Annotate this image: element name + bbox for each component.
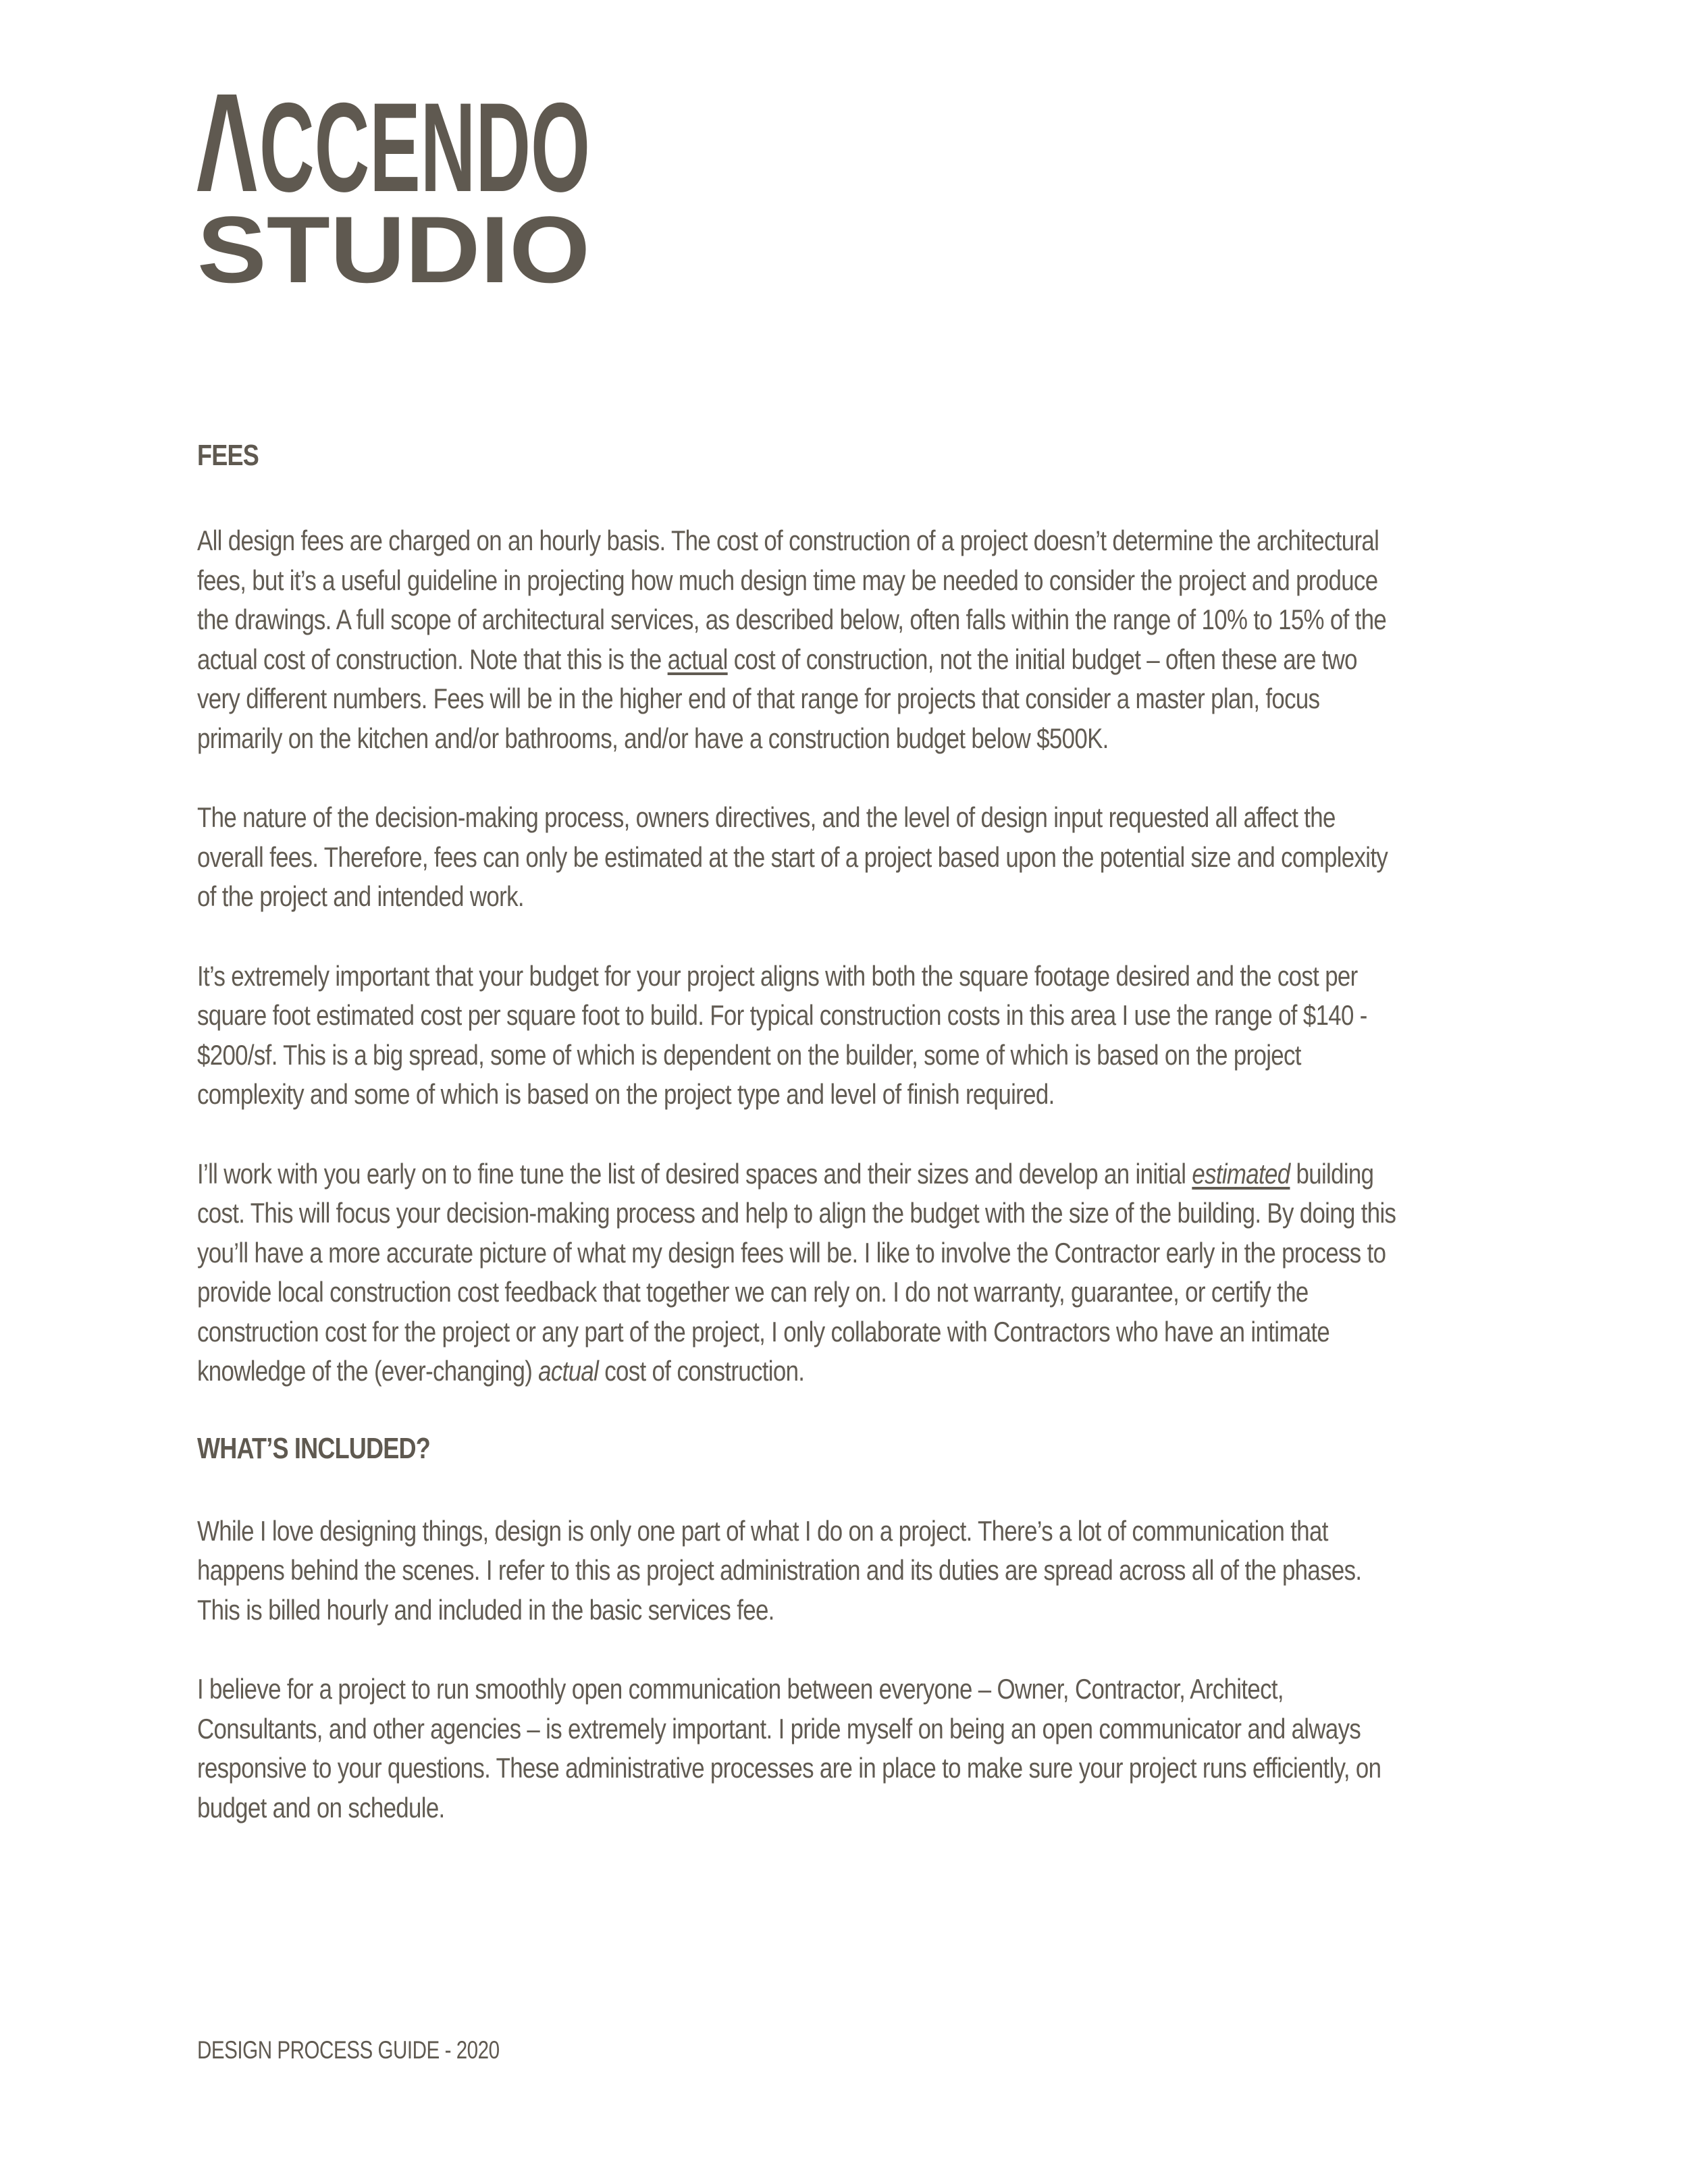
paragraph-line: This is billed hourly and included in the basic services fee.	[197, 1593, 774, 1626]
paragraph-line: the drawings. A full scope of architectural services, as described below, often falls within the range of 10% to 15% of the	[197, 604, 1387, 635]
fees-paragraph	[197, 798, 1500, 917]
paragraph-line: actual cost of construction. Note that this is the actual cost of construction, not the initial budget – often these are two	[197, 643, 1357, 675]
fees-paragraph	[197, 1154, 1500, 1391]
paragraph-line: $200/sf. This is a big spread, some of which is dependent on the builder, some of which is based on the project	[197, 1038, 1301, 1071]
paragraph-line: The nature of the decision-making process, owners directives, and the level of design input requested all affect the	[197, 801, 1336, 833]
paragraph-line: happens behind the scenes. I refer to this as project administration and its duties are spread across all of the phases.	[197, 1554, 1362, 1586]
fees-paragraph	[197, 521, 1500, 758]
fees-heading: FEES	[197, 439, 259, 472]
paragraph-line: you’ll have a more accurate picture of what my design fees will be. I like to involve the Contractor early in the process to	[197, 1236, 1386, 1269]
paragraph-line: All design fees are charged on an hourly basis. The cost of construction of a project doesn’t determine the architectural	[197, 525, 1379, 556]
page-footer: DESIGN PROCESS GUIDE - 2020	[197, 2036, 500, 2064]
included-paragraph	[197, 1670, 1500, 1828]
paragraph-line: responsive to your questions. These administrative processes are in place to make sure your project runs efficiently, on	[197, 1752, 1381, 1784]
paragraph-line: cost. This will focus your decision-making process and help to align the budget with the size of the building. By doing this	[197, 1197, 1396, 1229]
included-paragraph	[197, 1512, 1500, 1630]
logo-mark	[197, 76, 602, 302]
paragraph-line: overall fees. Therefore, fees can only be estimated at the start of a project based upon the potential size and complexity	[197, 841, 1388, 873]
paragraph-line: square foot estimated cost per square foot to build. For typical construction costs in this area I use the range of $140 -	[197, 999, 1367, 1031]
emphasized-word: actual	[667, 643, 728, 675]
paragraph-line: budget and on schedule.	[197, 1791, 445, 1823]
accendo-studio-logo	[197, 76, 602, 302]
document-body	[197, 439, 1500, 1828]
paragraph-line: While I love designing things, design is only one part of what I do on a project. There’s a lot of communication that	[197, 1514, 1328, 1547]
logo-wordmark-top: CCENDO	[259, 76, 590, 218]
paragraph-line: Consultants, and other agencies – is extremely important. I pride myself on being an open communicator and always	[197, 1712, 1361, 1744]
paragraph-line: very different numbers. Fees will be in the higher end of that range for projects that consider a master plan, focus	[197, 683, 1320, 714]
paragraph-line: It’s extremely important that your budget for your project aligns with both the square footage desired and the cost per	[197, 959, 1358, 992]
paragraph-line: knowledge of the (ever-changing) actual cost of construction.	[197, 1355, 805, 1387]
paragraph-line: construction cost for the project or any part of the project, I only collaborate with Contractors who have an intimate	[197, 1315, 1330, 1348]
emphasized-word: actual	[538, 1355, 599, 1387]
whats-included-heading: WHAT’S INCLUDED?	[197, 1431, 430, 1465]
paragraph-line: fees, but it’s a useful guideline in projecting how much design time may be needed to consider the project and produce	[197, 564, 1378, 596]
paragraph-line: I believe for a project to run smoothly open communication between everyone – Owner, Contractor, Architect,	[197, 1673, 1284, 1705]
fees-paragraph	[197, 957, 1500, 1115]
paragraph-line: I’ll work with you early on to fine tune the list of desired spaces and their sizes and develop an initial estimated building	[197, 1157, 1374, 1190]
emphasized-word: estimated	[1192, 1157, 1290, 1190]
paragraph-line: provide local construction cost feedback that together we can rely on. I do not warranty, guarantee, or certify the	[197, 1276, 1309, 1308]
logo-wordmark-bottom: STUDIO	[197, 196, 590, 302]
whats-included-section	[197, 1512, 1500, 1828]
fees-section	[197, 521, 1500, 1391]
paragraph-line: complexity and some of which is based on the project type and level of finish required.	[197, 1078, 1055, 1110]
paragraph-line: primarily on the kitchen and/or bathrooms, and/or have a construction budget below $500K.	[197, 722, 1109, 754]
paragraph-line: of the project and intended work.	[197, 880, 524, 912]
